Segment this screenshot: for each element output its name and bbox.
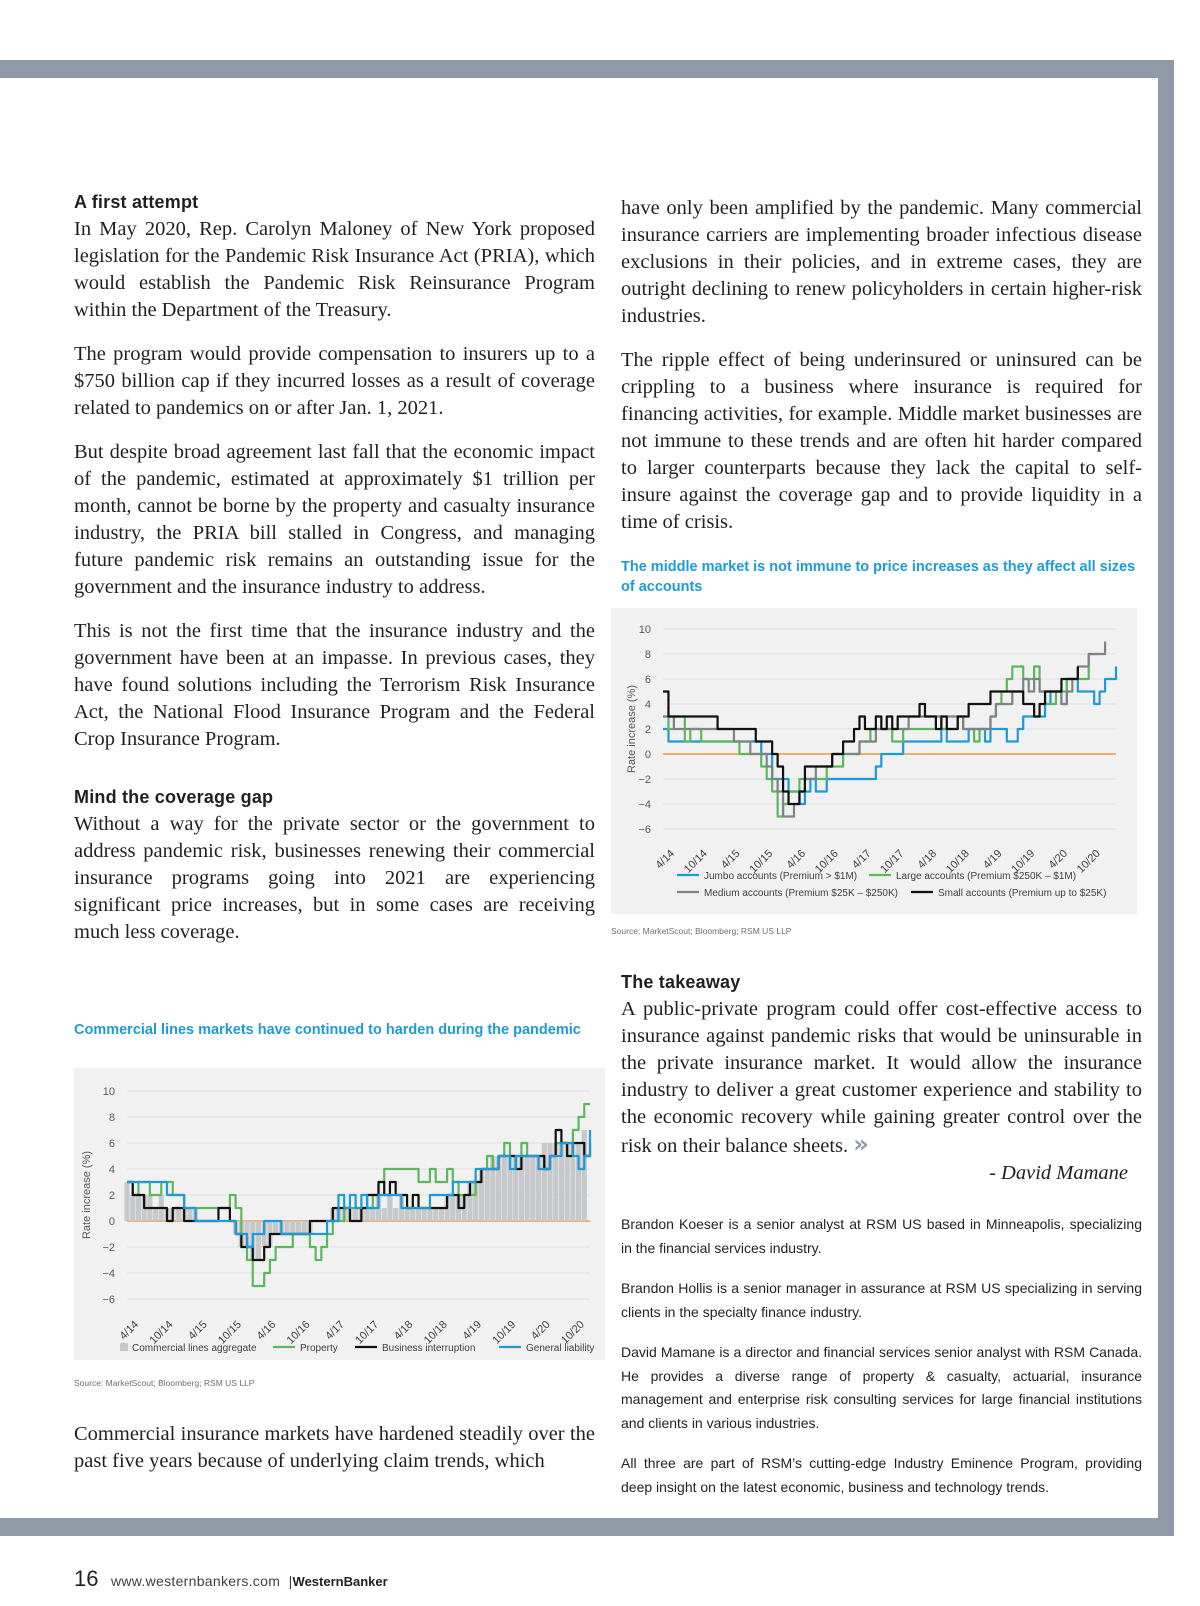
bar [422, 1208, 427, 1221]
legend-label: Property [300, 1343, 338, 1354]
series-line [663, 667, 1116, 805]
section-heading-coverage-gap: Mind the coverage gap [74, 787, 274, 807]
y-tick-label: 6 [108, 1138, 115, 1150]
chart-source: Source: MarketScout; Bloomberg; RSM US LLP [74, 1378, 255, 1388]
chart-title-middle-market: The middle market is not immune to price increases as they affect all sizes of accounts [621, 559, 1136, 595]
bar [547, 1143, 552, 1221]
x-tick-label: 4/20 [529, 1318, 553, 1343]
chart-middle-market-svg [611, 608, 1137, 914]
x-tick-label: 10/19 [490, 1318, 519, 1347]
double-chevron-right-icon: » [853, 1130, 869, 1158]
author-bio: David Mamane is a director and financial services senior analyst with RSM Canada. He provides a diverse range of property & casualty, actuarial, insurance management and enterprise risk consulting services for large financial institutions and clients in various industries. [621, 1344, 1142, 1431]
legend-label: Medium accounts (Premium $25K – $250K) [704, 888, 898, 899]
y-tick-label: −4 [102, 1268, 115, 1280]
bar [284, 1221, 289, 1234]
x-tick-label: 4/19 [460, 1318, 485, 1343]
footer-separator: | [288, 1573, 293, 1589]
section-heading-first-attempt: A first attempt [74, 192, 199, 212]
section-heading-takeaway: The takeaway [621, 972, 741, 992]
y-axis-label: Rate increase (%) [81, 1150, 93, 1240]
bar [302, 1221, 307, 1234]
x-tick-label: 4/15 [186, 1318, 210, 1343]
bar [187, 1208, 192, 1221]
bar [124, 1182, 129, 1221]
bar [530, 1156, 535, 1221]
bar [387, 1195, 392, 1221]
footer-website: www.westernbankers.com [110, 1573, 281, 1589]
x-tick-label: 10/20 [559, 1318, 587, 1347]
y-tick-label: 6 [644, 674, 651, 686]
chart-title-commercial-lines: Commercial lines markets have continued to harden during the pandemic [74, 1022, 581, 1038]
page-footer [74, 1566, 388, 1592]
x-tick-label: 4/14 [653, 847, 678, 872]
legend-label: Small accounts (Premium up to $25K) [938, 888, 1107, 899]
page-frame-right [1158, 60, 1174, 1536]
bar [542, 1143, 547, 1221]
x-tick-label: 10/15 [747, 847, 776, 876]
bar [273, 1221, 278, 1234]
x-tick-label: 10/15 [216, 1318, 245, 1347]
x-tick-label: 10/19 [1009, 847, 1038, 876]
bar [153, 1208, 158, 1221]
legend-label: Large accounts (Premium $250K – $1M) [896, 871, 1077, 882]
x-tick-label: 10/18 [943, 847, 972, 876]
x-tick-label: 4/18 [915, 847, 940, 872]
y-tick-label: 8 [644, 649, 651, 661]
x-tick-label: 4/17 [849, 847, 874, 872]
y-tick-label: 10 [102, 1086, 115, 1098]
author-bio: Brandon Hollis is a senior manager in assurance at RSM US specializing in serving clients in the specialty finance industry. [621, 1280, 1142, 1320]
paragraph: This is not the first time that the insurance industry and the government have been at an impasse. In previous cases, they have found solutions including the Terrorism Risk Insurance Act, the National Flood Insurance Program and the Federal Crop Insurance Program. [74, 620, 595, 750]
paragraph: But despite broad agreement last fall that the economic impact of the pandemic, estimated at approximately $1 trillion per month, cannot be borne by the property and casualty insurance industry, the PRIA bill stalled in Congress, and managing future pandemic risk remains an outstanding issue for the government and the insurance industry to address. [74, 441, 595, 598]
signature: - David Mamane [989, 1162, 1128, 1184]
author-bio: Brandon Koeser is a senior analyst at RSM US based in Minneapolis, specializing in the financial services industry. [621, 1216, 1142, 1256]
bar [296, 1221, 301, 1234]
footer-magazine-name: WesternBanker [292, 1574, 388, 1589]
bar [433, 1208, 438, 1221]
legend-swatch [120, 1343, 128, 1351]
bar [405, 1208, 410, 1221]
y-tick-label: 2 [108, 1190, 115, 1202]
x-tick-label: 10/18 [421, 1318, 450, 1347]
legend-label: Business interruption [382, 1343, 476, 1354]
x-tick-label: 4/16 [784, 847, 809, 872]
x-tick-label: 4/14 [117, 1318, 142, 1343]
paragraph [621, 996, 1142, 1160]
bar [382, 1208, 387, 1221]
bar [439, 1208, 444, 1221]
left-column-top [74, 192, 595, 963]
bar [416, 1208, 421, 1221]
page-frame-top [0, 60, 1174, 78]
y-tick-label: 4 [108, 1164, 115, 1176]
bar [290, 1221, 295, 1234]
y-tick-label: −6 [638, 824, 651, 836]
legend-label: Jumbo accounts (Premium > $1M) [704, 871, 858, 882]
right-column-bottom [621, 972, 1142, 1516]
y-tick-label: 0 [644, 749, 651, 761]
bar [136, 1195, 141, 1221]
bar [576, 1143, 581, 1221]
x-tick-label: 10/20 [1074, 847, 1103, 876]
paragraph: The program would provide compensation to insurers up to a $750 billion cap if they incurred losses as a result of coverage related to pandemics on or after Jan. 1, 2021. [74, 343, 595, 419]
legend-label: General liability [526, 1343, 595, 1354]
x-tick-label: 10/14 [147, 1318, 176, 1347]
x-tick-label: 4/20 [1046, 847, 1071, 872]
y-tick-label: 0 [108, 1216, 115, 1228]
chart-commercial-lines [74, 1068, 605, 1360]
bar [130, 1195, 135, 1221]
x-tick-label: 10/17 [878, 847, 907, 876]
bar [525, 1156, 530, 1221]
bar [365, 1208, 370, 1221]
y-tick-label: 8 [108, 1112, 115, 1124]
bar [410, 1208, 415, 1221]
author-bio: All three are part of RSM’s cutting-edge Industry Eminence Program, providing deep insight on the latest economic, business and technology trends. [621, 1455, 1142, 1495]
x-tick-label: 4/16 [254, 1318, 279, 1343]
legend-label: Commercial lines aggregate [132, 1343, 257, 1354]
y-tick-label: 4 [644, 699, 651, 711]
bar [176, 1208, 181, 1221]
paragraph: have only been amplified by the pandemic. Many commercial insurance carriers are implementing broader infectious disease exclusions in their policies, and in extreme cases, they are outright declining to renew policyholders in certain higher-risk industries. [621, 197, 1142, 327]
x-tick-label: 10/16 [812, 847, 841, 876]
x-tick-label: 10/16 [284, 1318, 313, 1347]
takeaway-text: A public-private program could offer cost-effective access to insurance against pandemic risks that would be uninsurable in the private insurance market. It would allow the insurance industry to deliver a great customer experience and stability to the economic recovery while gaining greater control over the risk on their balance sheets. [621, 998, 1142, 1157]
paragraph: In May 2020, Rep. Carolyn Maloney of New York proposed legislation for the Pandemic Risk Insurance Act (PRIA), which would establish the Pandemic Risk Reinsurance Program within the Department of the Treasury. [74, 218, 595, 321]
y-tick-label: −6 [102, 1294, 115, 1306]
page-number: 16 [74, 1566, 99, 1591]
x-tick-label: 4/15 [718, 847, 743, 872]
page-frame-bottom [0, 1518, 1174, 1536]
y-axis-label: Rate increase (%) [626, 684, 638, 774]
bar [485, 1169, 490, 1221]
bar [393, 1208, 398, 1221]
chart-source: Source: MarketScout; Bloomberg; RSM US LLP [611, 926, 792, 936]
y-tick-label: −2 [638, 774, 651, 786]
right-column-top [621, 195, 1142, 553]
bar [450, 1195, 455, 1221]
x-tick-label: 4/19 [980, 847, 1005, 872]
paragraph: Commercial insurance markets have hardened steadily over the past five years because of underlying claim trends, which [74, 1423, 595, 1472]
bar [502, 1156, 507, 1221]
x-tick-label: 4/17 [323, 1318, 347, 1343]
y-tick-label: −2 [102, 1242, 115, 1254]
left-column-bottom [74, 1421, 595, 1492]
x-tick-label: 10/17 [353, 1318, 382, 1347]
bar [256, 1221, 261, 1260]
x-tick-label: 4/18 [391, 1318, 416, 1343]
bar [370, 1208, 375, 1221]
y-tick-label: 2 [644, 724, 651, 736]
y-tick-label: −4 [638, 799, 651, 811]
paragraph: The ripple effect of being underinsured or uninsured can be crippling to a business where insurance is required for financing activities, for example. Middle market businesses are not immune to these trends and are often hit harder compared to larger counterparts because they lack the capital to self-insure against the coverage gap and to provide liquidity in a time of crisis. [621, 349, 1142, 533]
y-tick-label: 10 [638, 624, 651, 636]
x-tick-label: 10/14 [681, 847, 710, 876]
paragraph: Without a way for the private sector or the government to address pandemic risk, businesses renewing their commercial insurance programs going into 2021 are experiencing significant price increases, but in some cases are receiving much less coverage. [74, 813, 595, 943]
bar [427, 1208, 432, 1221]
chart-middle-market [611, 608, 1137, 914]
bar [353, 1208, 358, 1221]
chart-commercial-lines-svg [74, 1068, 605, 1360]
